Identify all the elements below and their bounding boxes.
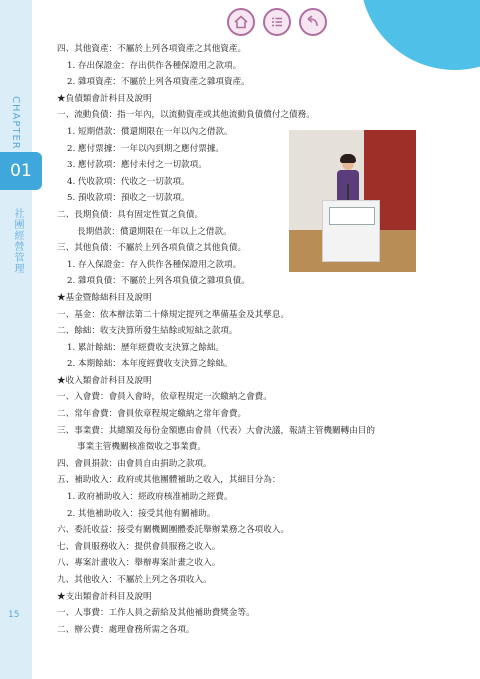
text-line: 長期借款：償還期限在一年以上之借款。 (77, 226, 232, 237)
home-button[interactable] (227, 8, 255, 36)
back-icon (305, 14, 321, 30)
menu-button[interactable] (263, 8, 291, 36)
text-line: 三、事業費：其總額及每份金額應由會員（代表）大會決議，報請主管機關轉由目的 (57, 425, 375, 436)
text-line: 1. 存出保證金：存出供作各種保證用之款項。 (67, 60, 242, 71)
text-line: 二、餘絀：收支決算所發生結餘或短絀之款項。 (57, 326, 238, 337)
nav-toolbar (227, 8, 327, 36)
text-line: 一、基金：依本辦法第二十條規定提列之準備基金及其孳息。 (57, 309, 290, 320)
text-line: 1. 存入保證金：存入供作各種保證用之款項。 (67, 259, 242, 270)
text-line: 一、人事費：工作人員之薪給及其他補助費獎金等。 (57, 608, 255, 619)
section-heading: ★收入類會計科目及說明 (57, 375, 152, 386)
text-line: 2. 應付票據：一年以內到期之應付票據。 (67, 143, 225, 154)
chapter-title: 社團經營管理 (12, 208, 23, 274)
text-line: 四、其他資產：不屬於上列各項資產之其他資產。 (57, 44, 247, 54)
text-line: 六、委託收益：接受有關機關團體委託舉辦業務之各項收入。 (57, 525, 290, 536)
home-icon (233, 14, 249, 30)
text-line: 二、辦公費：處理會務所需之各項。 (57, 624, 195, 635)
text-line: 1. 政府補助收入：經政府核准補助之經費。 (67, 492, 233, 503)
text-line: 一、入會費：會員入會時，依章程規定一次繳納之會費。 (57, 392, 272, 403)
text-line: 1. 短期借款：償還期限在一年以內之借款。 (67, 126, 233, 137)
text-line: 七、會員服務收入：提供會員服務之收入。 (57, 541, 221, 552)
document-body (57, 41, 417, 638)
text-line: 2. 雜項負債：不屬於上列各項負債之雜項負債。 (67, 276, 250, 287)
text-line: 九、其他收入：不屬於上列之各項收入。 (57, 575, 212, 585)
back-button[interactable] (299, 8, 327, 36)
text-line: 五、補助收入：政府或其他團體補助之收入，其細目分為： (57, 475, 281, 486)
text-line: 一、流動負債：指一年內，以流動資產或其他流動負債償付之債務。 (57, 110, 315, 121)
text-line: 5. 預收款項：預收之一切款項。 (67, 193, 190, 204)
text-line: 四、會員捐款：由會員自由捐助之款項。 (57, 458, 212, 469)
text-line: 3. 應付款項：應付未付之一切款項。 (67, 160, 207, 171)
chapter-number: 01 (0, 152, 42, 190)
text-line: 2. 雜項資產：不屬於上列各項資產之雜項資產。 (67, 77, 250, 88)
text-line: 二、長期負債：具有固定性質之負債。 (57, 209, 204, 220)
page-number: 15 (8, 610, 20, 620)
section-heading: ★負債類會計科目及說明 (57, 93, 152, 104)
text-line: 二、常年會費：會員依章程規定繳納之常年會費。 (57, 409, 247, 420)
text-line: 八、專案計畫收入：舉辦專案計畫之收入。 (57, 558, 221, 569)
text-line: 事業主管機關核准徵收之事業費。 (77, 442, 206, 453)
section-heading: ★基金暨餘絀科目及說明 (57, 292, 152, 303)
text-line: 2. 本期餘絀：本年度經費收支決算之餘絀。 (67, 359, 233, 370)
text-line: 1. 累計餘絀：歷年經費收支決算之餘絀。 (67, 342, 225, 353)
chapter-sidebar (0, 0, 32, 679)
text-line: 2. 其他補助收入：接受其他有關補助。 (67, 508, 216, 519)
section-heading: ★支出類會計科目及說明 (57, 591, 152, 602)
menu-icon (269, 14, 285, 30)
text-line: 三、其他負債：不屬於上列各項負債之其他負債。 (57, 243, 247, 254)
text-line: 4. 代收款項：代收之一切款項。 (67, 176, 190, 187)
chapter-label: CHAPTER (10, 96, 21, 150)
